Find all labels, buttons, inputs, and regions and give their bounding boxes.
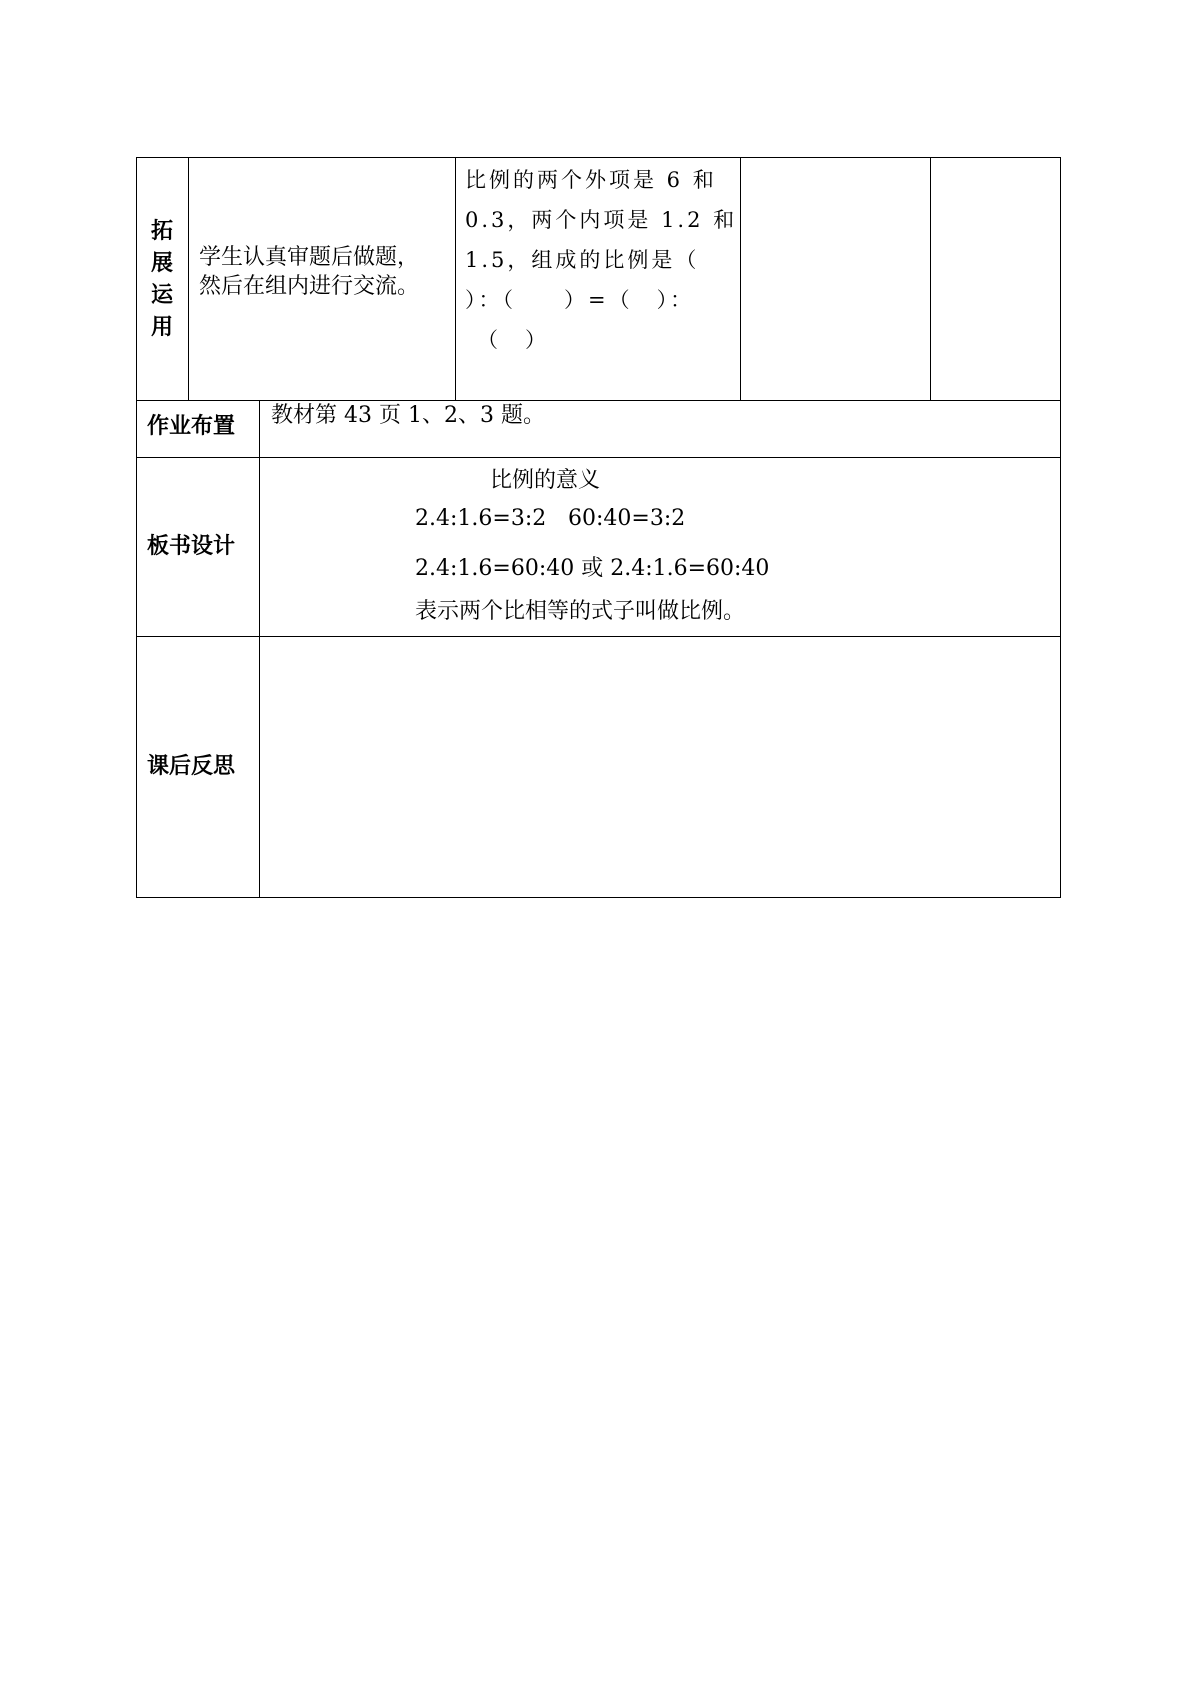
label-char: 展 [150, 251, 173, 276]
exercise-line: 比例的两个外项是 6 和 [465, 168, 717, 192]
lesson-plan-table [136, 157, 1061, 898]
board-equation: 60:40=3:2 [568, 506, 686, 531]
divider [740, 158, 741, 400]
divider [137, 400, 1060, 401]
extension-exercise [465, 160, 738, 360]
board-equation: 2.4:1.6=3:2 [415, 506, 547, 531]
board-title: 比例的意义 [490, 468, 601, 493]
student-activity [199, 243, 419, 301]
board-equation: 2.4:1.6=60:40 或 2.4:1.6=60:40 [415, 556, 770, 581]
reflection-label: 课后反思 [147, 754, 236, 779]
label-char: 运 [150, 283, 173, 308]
exercise-line: 0.3，两个内项是 1.2 和 [465, 208, 738, 232]
divider [930, 158, 931, 400]
exercise-line: 1.5，组成的比例是（ [465, 248, 700, 272]
board-design-label: 板书设计 [147, 534, 236, 559]
exercise-line: ）：（ ）=（ ）： [465, 288, 695, 312]
label-char: 用 [150, 315, 173, 340]
extension-label [147, 216, 177, 344]
divider [188, 158, 189, 400]
homework-content: 教材第 43 页 1、2、3 题。 [271, 403, 545, 428]
student-activity-line: 然后在组内进行交流。 [199, 274, 420, 299]
exercise-line: （ ） [477, 328, 549, 352]
homework-label: 作业布置 [147, 414, 236, 439]
divider [137, 457, 1060, 458]
divider [455, 158, 456, 400]
divider [259, 400, 260, 898]
divider [137, 636, 1060, 637]
board-definition: 表示两个比相等的式子叫做比例。 [415, 599, 746, 624]
label-char: 拓 [150, 219, 173, 244]
student-activity-line: 学生认真审题后做题， [199, 245, 420, 270]
